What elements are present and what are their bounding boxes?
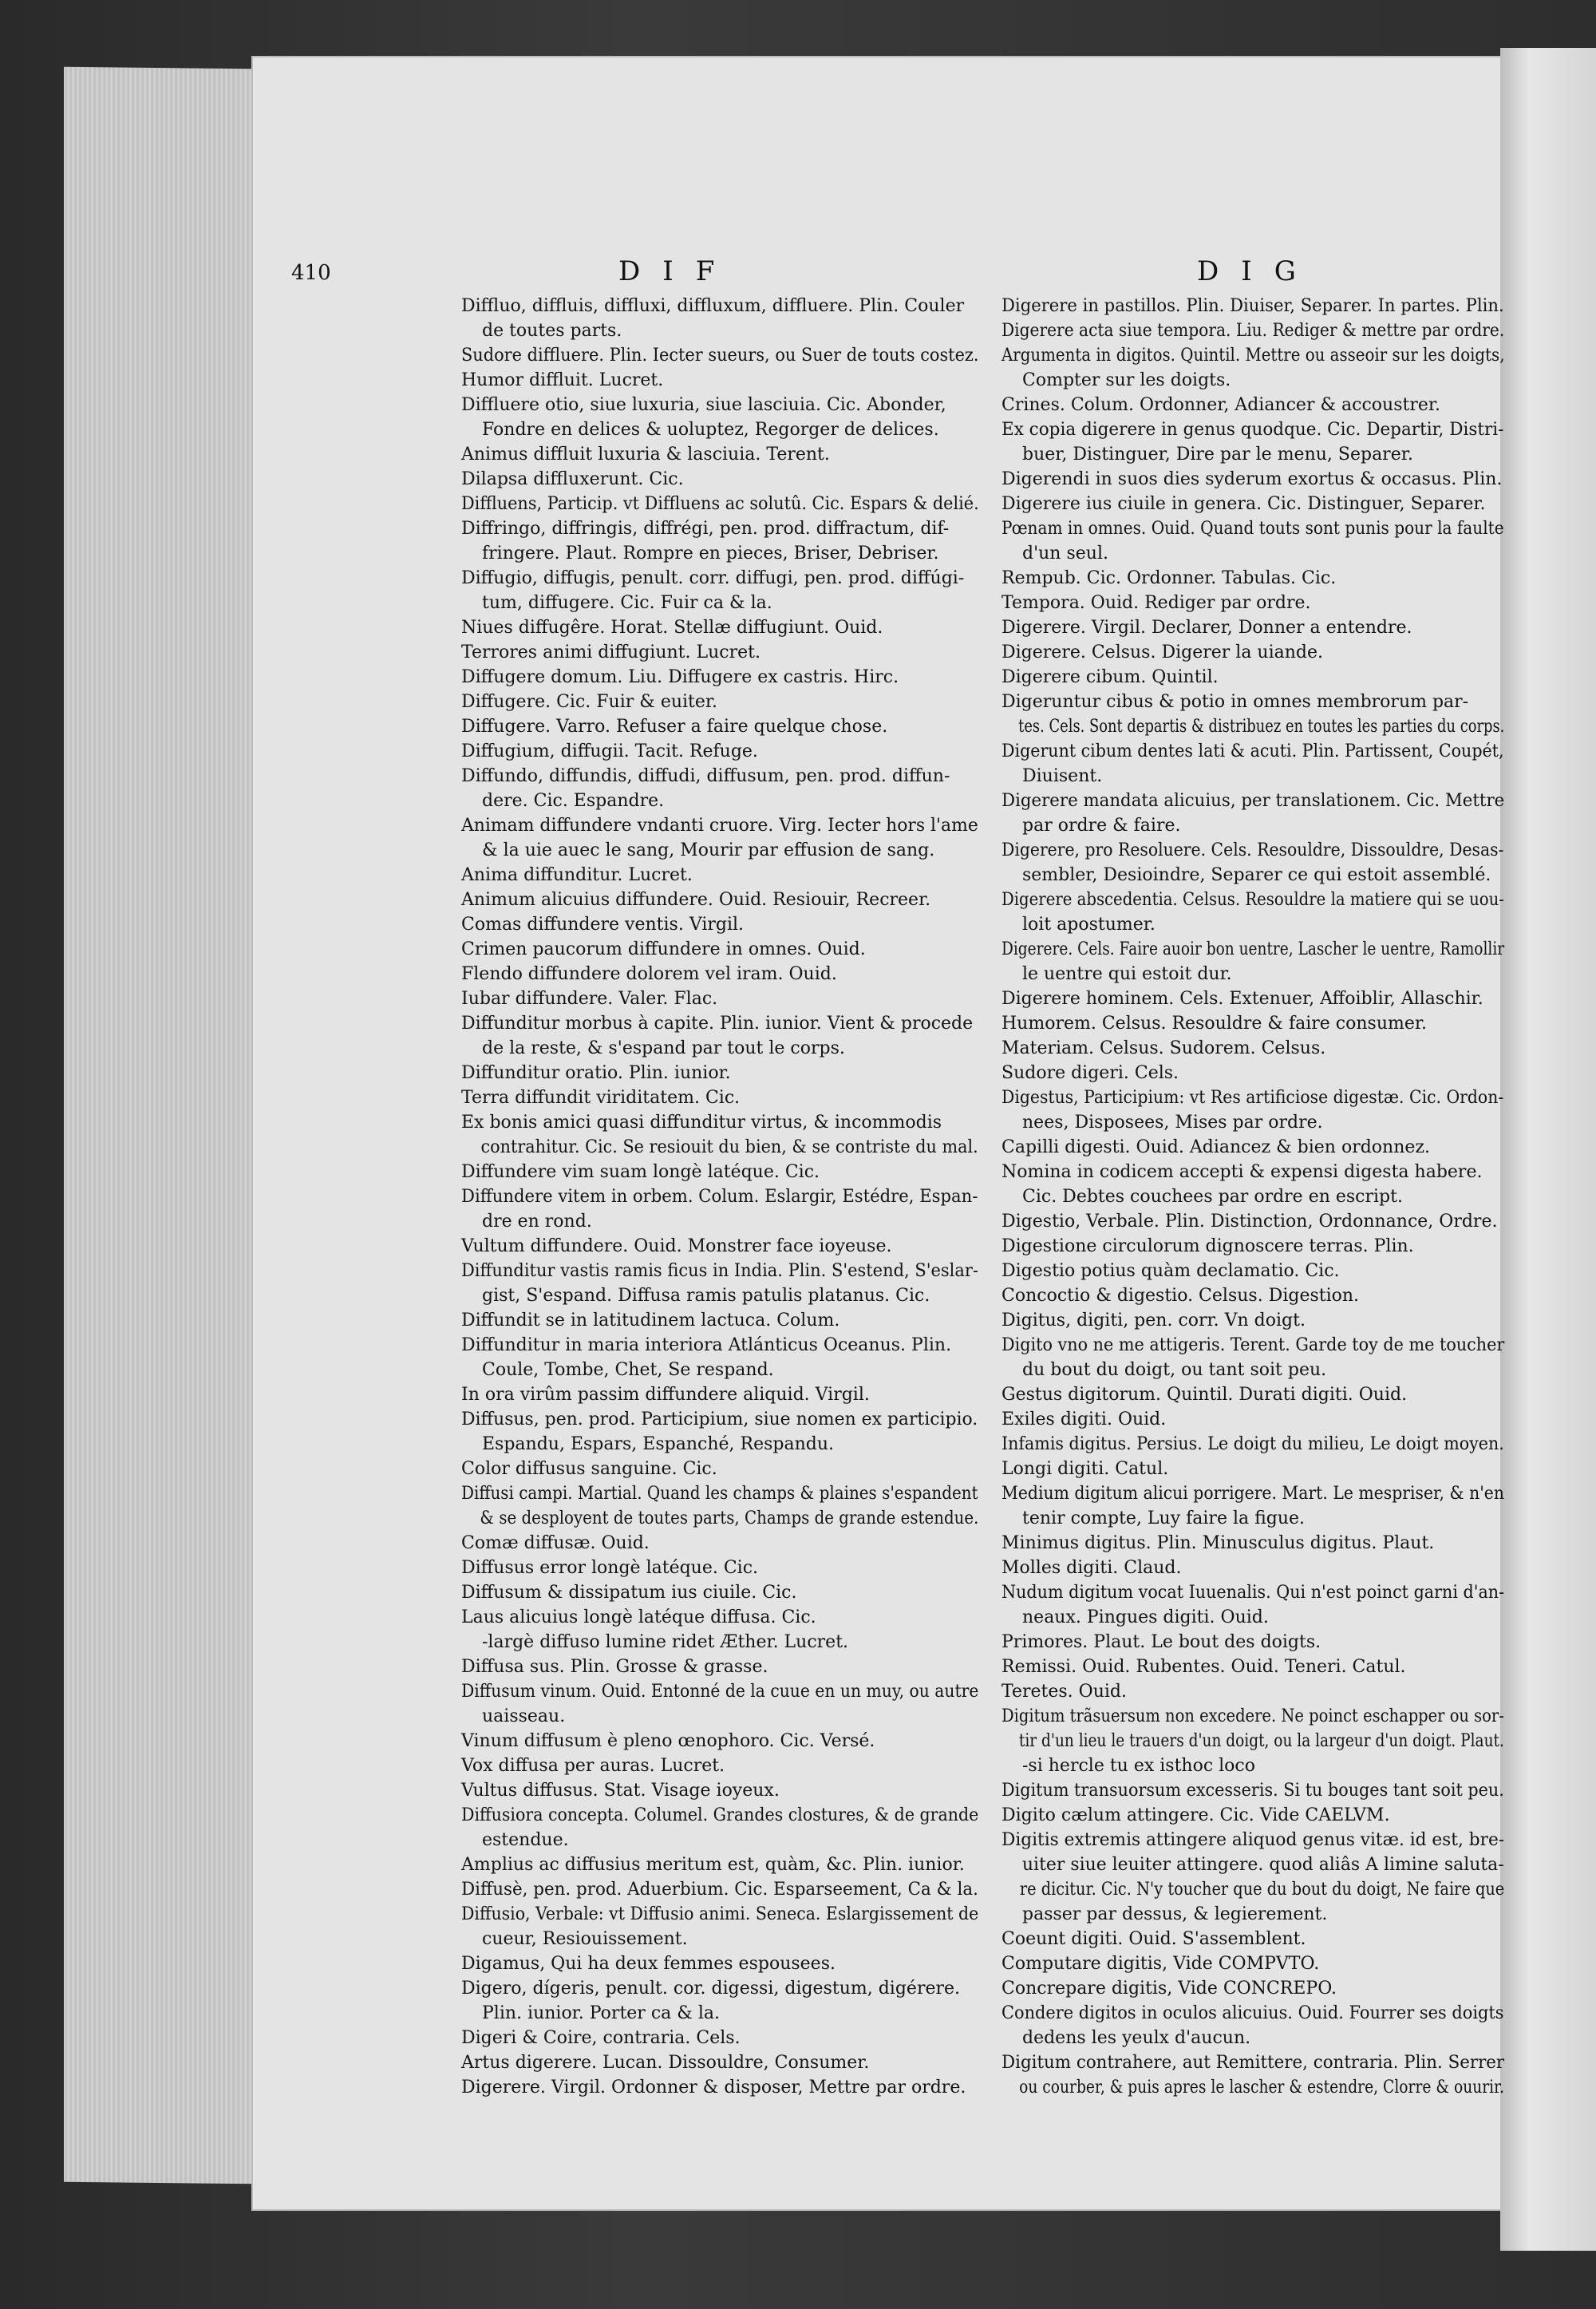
- entry-line: Digitum contrahere, aut Remittere, contraria. Plin. Serrer: [1001, 2053, 1505, 2073]
- entry-line: Medium digitum alicui porrigere. Mart. Le mespriser, & n'en: [1001, 1484, 1504, 1504]
- entry-line: le uentre qui estoit dur.: [1022, 964, 1232, 984]
- entry-line: Digerere mandata alicuius, per translationem. Cic. Mettre: [1001, 791, 1505, 811]
- entry-line: Diffluere otio, siue luxuria, siue lasciuia. Cic. Abonder,: [461, 395, 946, 415]
- entry-line: Digestio, Verbale. Plin. Distinction, Ordonnance, Ordre.: [1001, 1212, 1498, 1232]
- entry-line: Digitus, digiti, pen. corr. Vn doigt.: [1001, 1311, 1306, 1330]
- entry-line: Diffundit se in latitudinem lactuca. Colum.: [461, 1311, 840, 1330]
- entry-line: Diffluens, Particip. vt Diffluens ac solutû. Cic. Espars & delié.: [461, 494, 979, 514]
- entry-line: Digestio potius quàm declamatio. Cic.: [1001, 1261, 1340, 1281]
- entry-line: estendue.: [482, 1830, 569, 1850]
- entry-line: Diffusiora concepta. Columel. Grandes clostures, & de grande: [461, 1805, 979, 1825]
- entry-line: -si hercle tu ex isthoc loco: [1022, 1756, 1255, 1776]
- entry-line: par ordre & faire.: [1022, 816, 1181, 836]
- entry-line: dere. Cic. Espandre.: [482, 791, 665, 811]
- entry-line: Nudum digitum vocat Iuuenalis. Qui n'est poinct garni d'an-: [1001, 1583, 1505, 1603]
- entry-line: Diffusum vinum. Ouid. Entonné de la cuue en un muy, ou autre: [461, 1682, 979, 1702]
- entry-line: Digito cælum attingere. Cic. Vide CAELVM.: [1001, 1805, 1390, 1825]
- entry-line: Diffunditur vastis ramis ficus in India. Plin. S'estend, S'eslar-: [461, 1261, 978, 1281]
- entry-line: sembler, Desioindre, Separer ce qui estoit assemblé.: [1022, 865, 1491, 885]
- entry-line: Coule, Tombe, Chet, Se respand.: [482, 1360, 774, 1380]
- left-column: [461, 294, 978, 2100]
- entry-line: ou courber, & puis apres le lascher & estendre, Clorre & ouurir.: [1019, 2078, 1504, 2097]
- entry-line: passer par dessus, & legierement.: [1022, 1904, 1328, 1924]
- entry-line: neaux. Pingues digiti. Ouid.: [1022, 1607, 1269, 1627]
- entry-line: Espandu, Espars, Espanché, Respandu.: [482, 1434, 834, 1454]
- entry-line: Ex bonis amici quasi diffunditur virtus, & incommodis: [461, 1113, 942, 1133]
- entry-line: tir d'un lieu le trauers d'un doigt, ou la largeur d'un doigt. Plaut.: [1018, 1731, 1504, 1751]
- entry-line: Diffugere. Cic. Fuir & euiter.: [461, 692, 718, 712]
- entry-line: Digerere hominem. Cels. Extenuer, Affoiblir, Allaschir.: [1001, 989, 1483, 1009]
- entry-line: Tempora. Ouid. Rediger par ordre.: [1001, 593, 1311, 613]
- entry-line: de la reste, & s'espand par tout le corps.: [482, 1038, 845, 1058]
- entry-line: Capilli digesti. Ouid. Adiancez & bien ordonnez.: [1001, 1137, 1430, 1157]
- entry-line: Color diffusus sanguine. Cic.: [461, 1459, 717, 1479]
- entry-line: Concoctio & digestio. Celsus. Digestion.: [1001, 1286, 1360, 1306]
- entry-line: & la uie auec le sang, Mourir par effusion de sang.: [482, 840, 935, 860]
- entry-line: fringere. Plaut. Rompre en pieces, Briser, Debriser.: [482, 544, 939, 563]
- entry-line: Diffusus, pen. prod. Participium, siue nomen ex participio.: [461, 1410, 978, 1429]
- entry-line: Diffundo, diffundis, diffudi, diffusum, pen. prod. diffun-: [461, 766, 950, 786]
- entry-line: Concrepare digitis, Vide CONCREPO.: [1001, 1979, 1337, 1999]
- entry-line: tenir compte, Luy faire la figue.: [1022, 1508, 1306, 1528]
- entry-line: Vinum diffusum è pleno œnophoro. Cic. Versé.: [461, 1731, 875, 1751]
- entry-line: buer, Distinguer, Dire par le menu, Separer.: [1022, 445, 1413, 465]
- entry-line: Digeri & Coire, contraria. Cels.: [461, 2028, 741, 2048]
- entry-line: Diffusio, Verbale: vt Diffusio animi. Seneca. Eslargissement de: [461, 1904, 979, 1924]
- entry-line: Remissi. Ouid. Rubentes. Ouid. Teneri. Catul.: [1001, 1657, 1406, 1677]
- entry-line: Diffugium, diffugii. Tacit. Refuge.: [461, 741, 758, 761]
- entry-line: Rempub. Cic. Ordonner. Tabulas. Cic.: [1001, 568, 1337, 588]
- entry-line: tes. Cels. Sont departis & distribuez en toutes les parties du corps.: [1018, 717, 1505, 737]
- entry-line: Computare digitis, Vide COMPVTO.: [1001, 1954, 1320, 1974]
- entry-line: Digero, dígeris, penult. cor. digessi, digestum, digérere.: [461, 1979, 961, 1999]
- entry-line: Animus diffluit luxuria & lasciuia. Terent.: [461, 445, 830, 465]
- entry-line: Digestione circulorum dignoscere terras. Plin.: [1001, 1236, 1414, 1256]
- entry-line: Digerere abscedentia. Celsus. Resouldre la matiere qui se uou-: [1001, 890, 1504, 910]
- entry-line: Materiam. Celsus. Sudorem. Celsus.: [1001, 1038, 1326, 1058]
- entry-line: Digeruntur cibus & potio in omnes membrorum par-: [1001, 692, 1469, 712]
- entry-line: Diffusus error longè latéque. Cic.: [461, 1558, 759, 1578]
- entry-line: Longi digiti. Catul.: [1001, 1459, 1169, 1479]
- entry-line: Diffundere vim suam longè latéque. Cic.: [461, 1162, 820, 1182]
- entry-line: Digerere. Virgil. Ordonner & disposer, Mettre par ordre.: [461, 2078, 966, 2097]
- entry-line: Sudore diffluere. Plin. Iecter sueurs, ou Suer de touts costez.: [461, 346, 979, 366]
- entry-line: gist, S'espand. Diffusa ramis patulis platanus. Cic.: [482, 1286, 930, 1306]
- entry-line: Digerere, pro Resoluere. Cels. Resouldre, Dissouldre, Desas-: [1001, 840, 1504, 860]
- entry-line: Exiles digiti. Ouid.: [1001, 1410, 1167, 1429]
- entry-line: Infamis digitus. Persius. Le doigt du milieu, Le doigt moyen.: [1001, 1434, 1504, 1454]
- entry-line: Diffundere vitem in orbem. Colum. Eslargir, Estédre, Espan-: [461, 1187, 978, 1207]
- entry-line: uaisseau.: [482, 1706, 566, 1726]
- entry-line: Diffluo, diffluis, diffluxi, diffluxum, diffluere. Plin. Couler: [461, 296, 965, 316]
- entry-line: tum, diffugere. Cic. Fuir ca & la.: [482, 593, 772, 613]
- entry-line: Minimus digitus. Plin. Minusculus digitus. Plaut.: [1001, 1533, 1435, 1553]
- entry-line: Digerere. Cels. Faire auoir bon uentre, Lascher le uentre, Ramollir: [1001, 939, 1505, 959]
- entry-line: Humor diffluit. Lucret.: [461, 370, 664, 390]
- entry-line: dedens les yeulx d'aucun.: [1022, 2028, 1251, 2048]
- entry-line: Artus digerere. Lucan. Dissouldre, Consumer.: [461, 2053, 870, 2073]
- entry-line: Terra diffundit viriditatem. Cic.: [461, 1088, 741, 1108]
- entry-line: In ora virûm passim diffundere aliquid. Virgil.: [461, 1385, 870, 1405]
- entry-line: Molles digiti. Claud.: [1001, 1558, 1182, 1578]
- entry-line: uiter siue leuiter attingere. quod aliâs A limine saluta-: [1021, 1855, 1504, 1875]
- entry-line: Niues diffugêre. Horat. Stellæ diffugiunt. Ouid.: [461, 618, 883, 638]
- entry-line: Amplius ac diffusius meritum est, quàm, &c. Plin. iunior.: [461, 1855, 965, 1875]
- entry-line: Flendo diffundere dolorem vel iram. Ouid.: [461, 964, 837, 984]
- entry-line: Diffugio, diffugis, penult. corr. diffugi, pen. prod. diffúgi-: [461, 568, 965, 588]
- entry-line: Diffusum & dissipatum ius ciuile. Cic.: [461, 1583, 797, 1603]
- entry-line: Diffusa sus. Plin. Grosse & grasse.: [461, 1657, 768, 1677]
- entry-line: Animum alicuius diffundere. Ouid. Resiouir, Recreer.: [461, 890, 931, 910]
- entry-line: du bout du doigt, ou tant soit peu.: [1022, 1360, 1327, 1380]
- entry-line: d'un seul.: [1022, 544, 1108, 563]
- entry-line: Diffunditur in maria interiora Atlánticus Oceanus. Plin.: [461, 1335, 952, 1355]
- entry-line: cueur, Resiouissement.: [482, 1929, 688, 1949]
- entry-line: Dilapsa diffluxerunt. Cic.: [461, 469, 684, 489]
- entry-line: Humorem. Celsus. Resouldre & faire consumer.: [1001, 1014, 1427, 1034]
- entry-line: Vox diffusa per auras. Lucret.: [461, 1756, 725, 1776]
- entry-line: Crines. Colum. Ordonner, Adiancer & accoustrer.: [1001, 395, 1440, 415]
- facing-page-edge: [1500, 48, 1596, 2251]
- entry-line: loit apostumer.: [1022, 915, 1156, 935]
- entry-line: & se desployent de toutes parts, Champs de grande estendue.: [480, 1508, 979, 1528]
- entry-line: Diuisent.: [1022, 766, 1103, 786]
- entry-line: Laus alicuius longè latéque diffusa. Cic.: [461, 1607, 816, 1627]
- entry-line: Digamus, Qui ha deux femmes espousees.: [461, 1954, 836, 1974]
- entry-line: Cic. Debtes couchees par ordre en escript.: [1022, 1187, 1403, 1207]
- entry-line: Vultus diffusus. Stat. Visage ioyeux.: [461, 1781, 780, 1801]
- entry-line: Digestus, Participium: vt Res artificiose digestæ. Cic. Ordon-: [1001, 1088, 1504, 1108]
- entry-line: Digerere acta siue tempora. Liu. Rediger & mettre par ordre.: [1001, 321, 1505, 341]
- entry-line: Comæ diffusæ. Ouid.: [461, 1533, 650, 1553]
- entry-line: re dicitur. Cic. N'y toucher que du bout du doigt, Ne faire que: [1019, 1880, 1505, 1900]
- running-header-right: DIG: [1197, 255, 1318, 287]
- entry-line: Diffunditur oratio. Plin. iunior.: [461, 1063, 731, 1083]
- entry-line: Anima diffunditur. Lucret.: [461, 865, 693, 885]
- entry-line: Digerendi in suos dies syderum exortus & occasus. Plin.: [1001, 469, 1503, 489]
- page-edges: [64, 67, 255, 2184]
- entry-line: Digitum trãsuersum non excedere. Ne poinct eschapper ou sor-: [1001, 1706, 1504, 1726]
- entry-line: Pœnam in omnes. Ouid. Quand touts sont punis pour la faulte: [1001, 519, 1504, 539]
- entry-line: Diffugere. Varro. Refuser a faire quelque chose.: [461, 717, 888, 737]
- page-number: 410: [291, 261, 331, 285]
- entry-line: Digitum transuorsum excesseris. Si tu bouges tant soit peu.: [1001, 1781, 1504, 1801]
- entry-line: Vultum diffundere. Ouid. Monstrer face ioyeuse.: [461, 1236, 892, 1256]
- entry-line: Coeunt digiti. Ouid. S'assemblent.: [1001, 1929, 1306, 1949]
- entry-line: Iubar diffundere. Valer. Flac.: [461, 989, 718, 1009]
- entry-line: Diffunditur morbus à capite. Plin. iunior. Vient & procede: [461, 1014, 974, 1034]
- running-header-left: DIF: [618, 255, 737, 287]
- entry-line: Ex copia digerere in genus quodque. Cic. Departir, Distri-: [1001, 420, 1504, 440]
- entry-line: Teretes. Ouid.: [1001, 1682, 1127, 1702]
- right-column: [1001, 294, 1504, 2100]
- entry-line: Digerere. Virgil. Declarer, Donner a entendre.: [1001, 618, 1412, 638]
- entry-line: Diffringo, diffringis, diffrégi, pen. prod. diffractum, dif-: [461, 519, 950, 539]
- entry-line: Digerere ius ciuile in genera. Cic. Distinguer, Separer.: [1001, 494, 1486, 514]
- entry-line: Fondre en delices & uoluptez, Regorger de delices.: [482, 420, 939, 440]
- entry-line: Nomina in codicem accepti & expensi digesta habere.: [1001, 1162, 1483, 1182]
- entry-line: Primores. Plaut. Le bout des doigts.: [1001, 1632, 1321, 1652]
- entry-line: Digerere cibum. Quintil.: [1001, 667, 1219, 687]
- entry-line: Crimen paucorum diffundere in omnes. Ouid.: [461, 939, 866, 959]
- entry-line: Diffugere domum. Liu. Diffugere ex castris. Hirc.: [461, 667, 899, 687]
- entry-line: Animam diffundere vndanti cruore. Virg. Iecter hors l'ame: [461, 816, 978, 836]
- entry-line: Argumenta in digitos. Quintil. Mettre ou asseoir sur les doigts,: [1001, 346, 1505, 366]
- entry-line: Digerunt cibum dentes lati & acuti. Plin. Partissent, Coupét,: [1001, 741, 1504, 761]
- entry-line: -largè diffuso lumine ridet Æther. Lucret.: [482, 1632, 849, 1652]
- entry-line: dre en rond.: [482, 1212, 592, 1232]
- entry-line: Digerere in pastillos. Plin. Diuiser, Separer. In partes. Plin.: [1001, 296, 1504, 316]
- entry-line: Condere digitos in oculos alicuius. Ouid. Fourrer ses doigts: [1001, 2003, 1504, 2023]
- entry-line: contrahitur. Cic. Se resiouit du bien, & se contriste du mal.: [480, 1137, 978, 1157]
- entry-line: Plin. iunior. Porter ca & la.: [482, 2003, 720, 2023]
- entry-line: Comas diffundere ventis. Virgil.: [461, 915, 745, 935]
- entry-line: Digerere. Celsus. Digerer la uiande.: [1001, 642, 1324, 662]
- entry-line: Sudore digeri. Cels.: [1001, 1063, 1179, 1083]
- entry-line: Digito vno ne me attigeris. Terent. Garde toy de me toucher: [1001, 1335, 1505, 1355]
- entry-line: nees, Disposees, Mises par ordre.: [1022, 1113, 1323, 1133]
- entry-line: Gestus digitorum. Quintil. Durati digiti. Ouid.: [1001, 1385, 1408, 1405]
- entry-line: Diffusi campi. Martial. Quand les champs & plaines s'espandent: [461, 1484, 978, 1504]
- entry-line: Terrores animi diffugiunt. Lucret.: [461, 642, 760, 662]
- entry-line: Compter sur les doigts.: [1022, 370, 1231, 390]
- entry-line: Digitis extremis attingere aliquod genus vitæ. id est, bre-: [1001, 1830, 1505, 1850]
- entry-line: de toutes parts.: [482, 321, 622, 341]
- entry-line: Diffusè, pen. prod. Aduerbium. Cic. Esparseement, Ca & la.: [461, 1880, 978, 1900]
